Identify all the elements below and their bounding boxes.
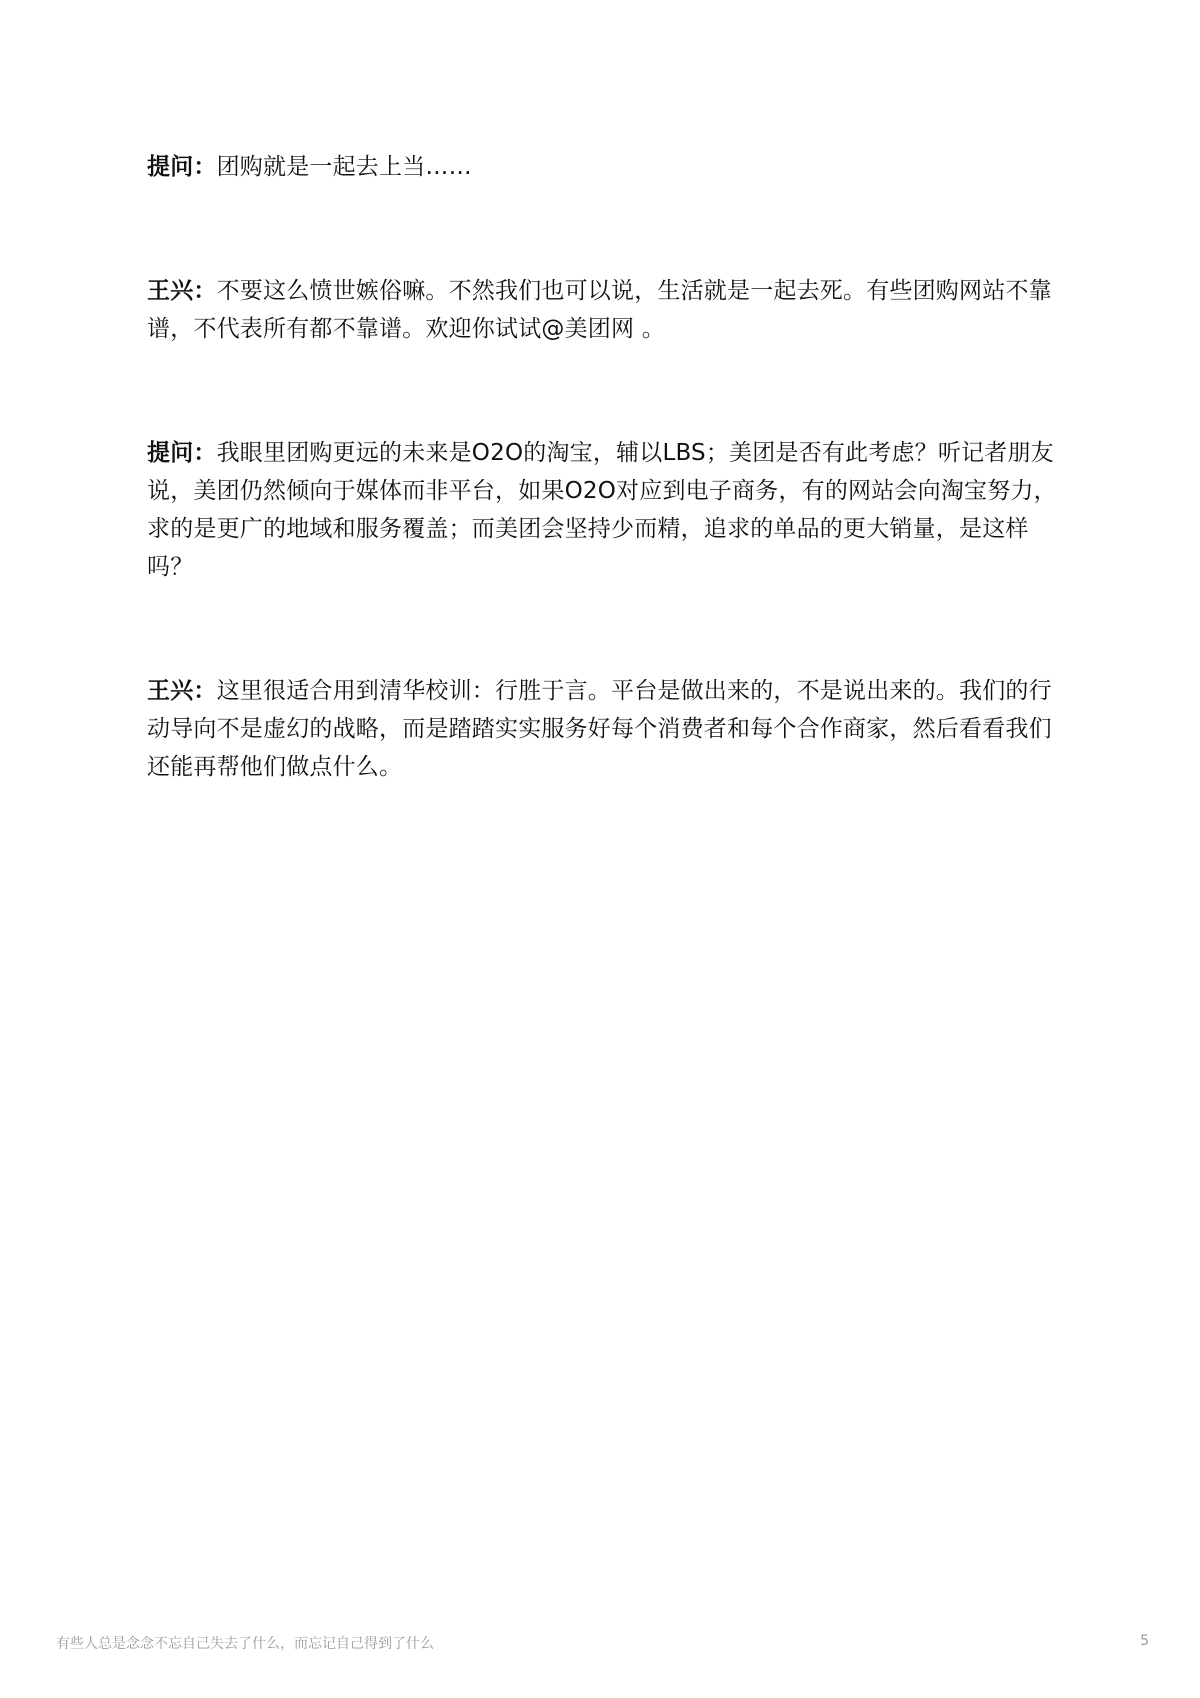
footer-quote: 有些人总是念念不忘自己失去了什么，而忘记自己得到了什么 xyxy=(56,1636,434,1652)
qa-item-4 xyxy=(147,672,1059,786)
qa-text: 团购就是一起去上当…… xyxy=(216,154,472,180)
qa-content xyxy=(147,148,1059,872)
qa-item-1 xyxy=(147,148,1059,186)
qa-item-2 xyxy=(147,272,1059,348)
speaker-label: 提问： xyxy=(147,154,217,180)
page-number: 5 xyxy=(1140,1633,1149,1649)
qa-text: 这里很适合用到清华校训：行胜于言。平台是做出来的，不是说出来的。我们的行动导向不是虚幻的战略，而是踏踏实实服务好每个消费者和每个合作商家，然后看看我们还能再帮他们做点什么。 xyxy=(147,678,1052,780)
speaker-label: 提问： xyxy=(147,440,217,466)
qa-item-3 xyxy=(147,434,1059,586)
qa-text: 我眼里团购更远的未来是O2O的淘宝，辅以LBS；美团是否有此考虑？听记者朋友说，美团仍然倾向于媒体而非平台，如果O2O对应到电子商务，有的网站会向淘宝努力，求的是更广的地域和服务覆盖；而美团会坚持少而精，追求的单品的更大销量，是这样吗？ xyxy=(147,440,1057,580)
speaker-label: 王兴： xyxy=(147,678,217,704)
qa-text: 不要这么愤世嫉俗嘛。不然我们也可以说，生活就是一起去死。有些团购网站不靠谱，不代表所有都不靠谱。欢迎你试试@美团网 。 xyxy=(147,278,1052,342)
speaker-label: 王兴： xyxy=(147,278,217,304)
